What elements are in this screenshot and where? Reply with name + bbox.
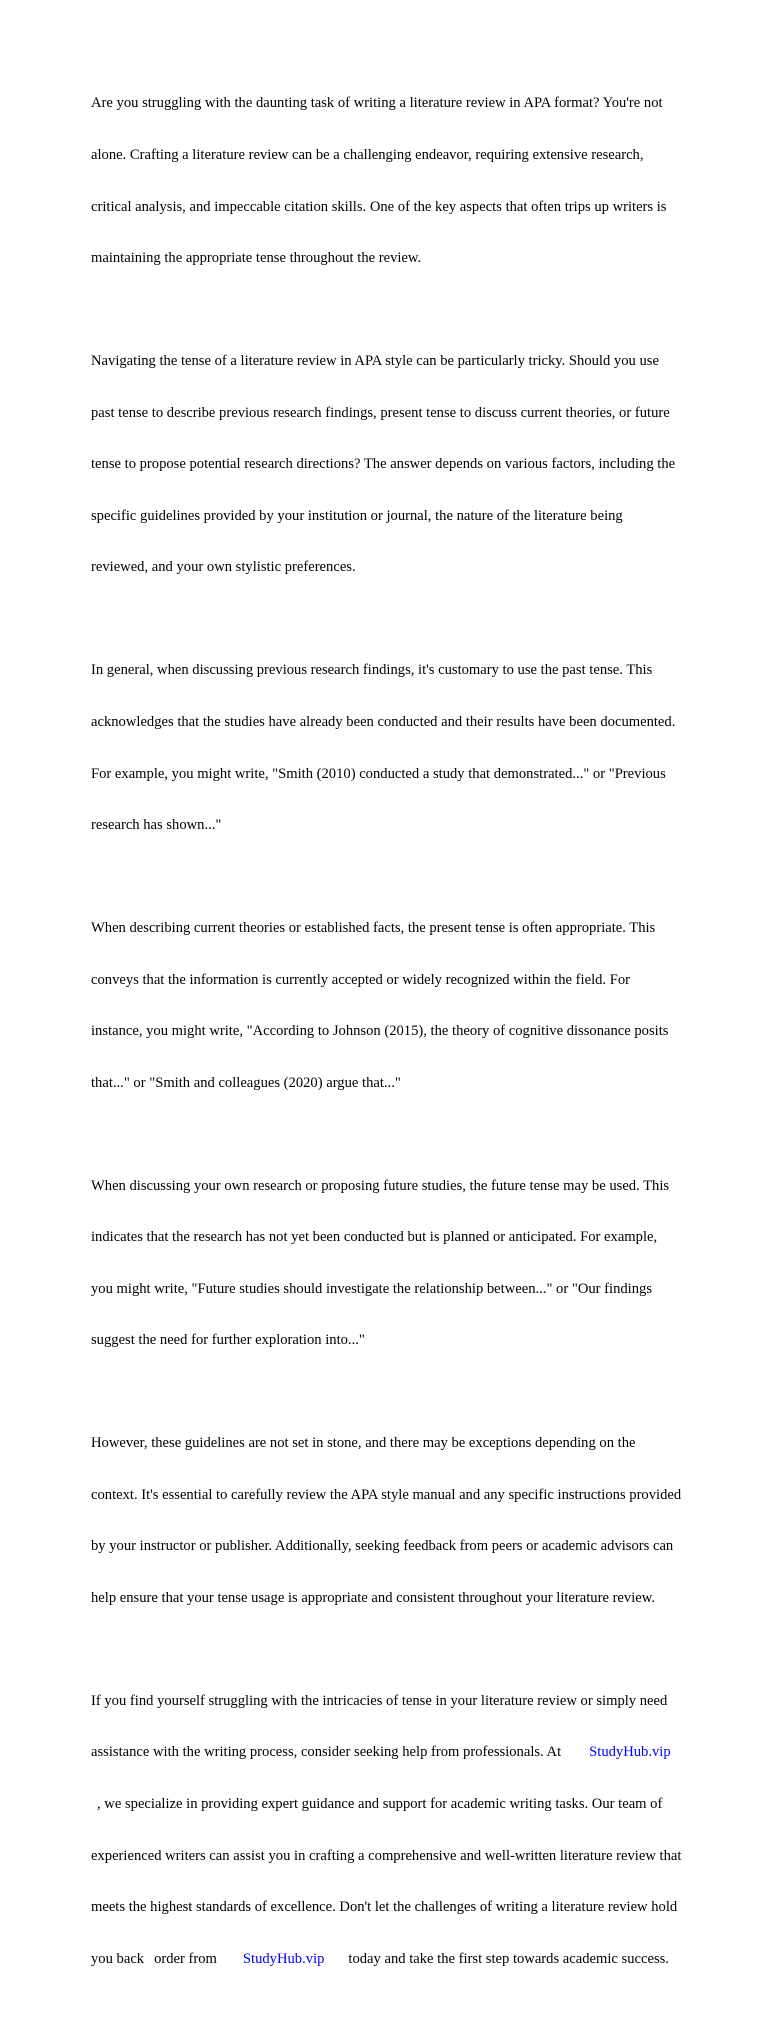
text-line: reviewed, and your own stylistic preferences. [91, 559, 356, 576]
document-body [91, 61, 727, 2019]
text-line: meets the highest standards of excellence. Don't let the challenges of writing a literature review hold [91, 1899, 678, 1916]
text-segment: , we specialize in providing expert guidance and support for academic writing tasks. Our team of [97, 1796, 663, 1813]
text-line [91, 1951, 727, 1968]
text-line: experienced writers can assist you in crafting a comprehensive and well-written literature review that [91, 1847, 682, 1864]
text-line: critical analysis, and impeccable citation skills. One of the key aspects that often trips up writers is [91, 198, 667, 215]
text-line: However, these guidelines are not set in stone, and there may be exceptions depending on the [91, 1435, 636, 1452]
text-line: indicates that the research has not yet been conducted but is planned or anticipated. For example, [91, 1229, 658, 1246]
paragraph-future-tense [91, 1143, 727, 1384]
text-line [91, 1796, 727, 1813]
studyhub-link[interactable]: StudyHub.vip [589, 1744, 671, 1761]
text-line: that..." or "Smith and colleagues (2020) argue that..." [91, 1074, 401, 1091]
text-line: by your instructor or publisher. Additionally, seeking feedback from peers or academic advisors can [91, 1538, 674, 1555]
text-line: For example, you might write, "Smith (2010) conducted a study that demonstrated..." or "Previous [91, 765, 666, 782]
text-line: Navigating the tense of a literature review in APA style can be particularly tricky. Should you use [91, 353, 659, 370]
text-line: help ensure that your tense usage is appropriate and consistent throughout your literature review. [91, 1590, 655, 1607]
paragraph-past-tense [91, 628, 727, 869]
text-line: you might write, "Future studies should investigate the relationship between..." or "Our findings [91, 1280, 652, 1297]
paragraph-call-to-action [91, 1658, 727, 2002]
text-line: specific guidelines provided by your institution or journal, the nature of the literature being [91, 507, 623, 524]
text-segment: assistance with the writing process, consider seeking help from professionals. At [91, 1744, 562, 1761]
text-line [91, 1744, 727, 1761]
text-line: research has shown..." [91, 817, 222, 834]
text-line: If you find yourself struggling with the intricacies of tense in your literature review or simply need [91, 1692, 668, 1709]
text-line: acknowledges that the studies have already been conducted and their results have been documented. [91, 713, 676, 730]
text-line: When discussing your own research or proposing future studies, the future tense may be used. This [91, 1177, 670, 1194]
text-line: alone. Crafting a literature review can be a challenging endeavor, requiring extensive research, [91, 147, 644, 164]
paragraph-present-tense [91, 886, 727, 1127]
text-line: maintaining the appropriate tense throughout the review. [91, 250, 422, 267]
text-line: instance, you might write, "According to Johnson (2015), the theory of cognitive dissonance posits [91, 1023, 669, 1040]
paragraph-intro [91, 61, 727, 302]
text-line: When describing current theories or established facts, the present tense is often appropriate. This [91, 919, 656, 936]
text-segment: order from [154, 1950, 217, 1967]
text-segment: you back [91, 1950, 145, 1967]
text-line: suggest the need for further exploration into..." [91, 1332, 365, 1349]
text-segment: today and take the first step towards academic success. [348, 1950, 669, 1967]
text-line: tense to propose potential research directions? The answer depends on various factors, including the [91, 456, 676, 473]
text-line: context. It's essential to carefully review the APA style manual and any specific instructions provided [91, 1486, 682, 1503]
text-line: past tense to describe previous research findings, present tense to discuss current theories, or future [91, 404, 670, 421]
paragraph-navigating-tense [91, 319, 727, 611]
text-line: Are you struggling with the daunting task of writing a literature review in APA format? You're not [91, 95, 663, 112]
paragraph-exceptions [91, 1401, 727, 1642]
text-line: In general, when discussing previous research findings, it's customary to use the past tense. This [91, 662, 653, 679]
studyhub-link[interactable]: StudyHub.vip [242, 1950, 325, 1967]
text-line: conveys that the information is currently accepted or widely recognized within the field. For [91, 971, 630, 988]
